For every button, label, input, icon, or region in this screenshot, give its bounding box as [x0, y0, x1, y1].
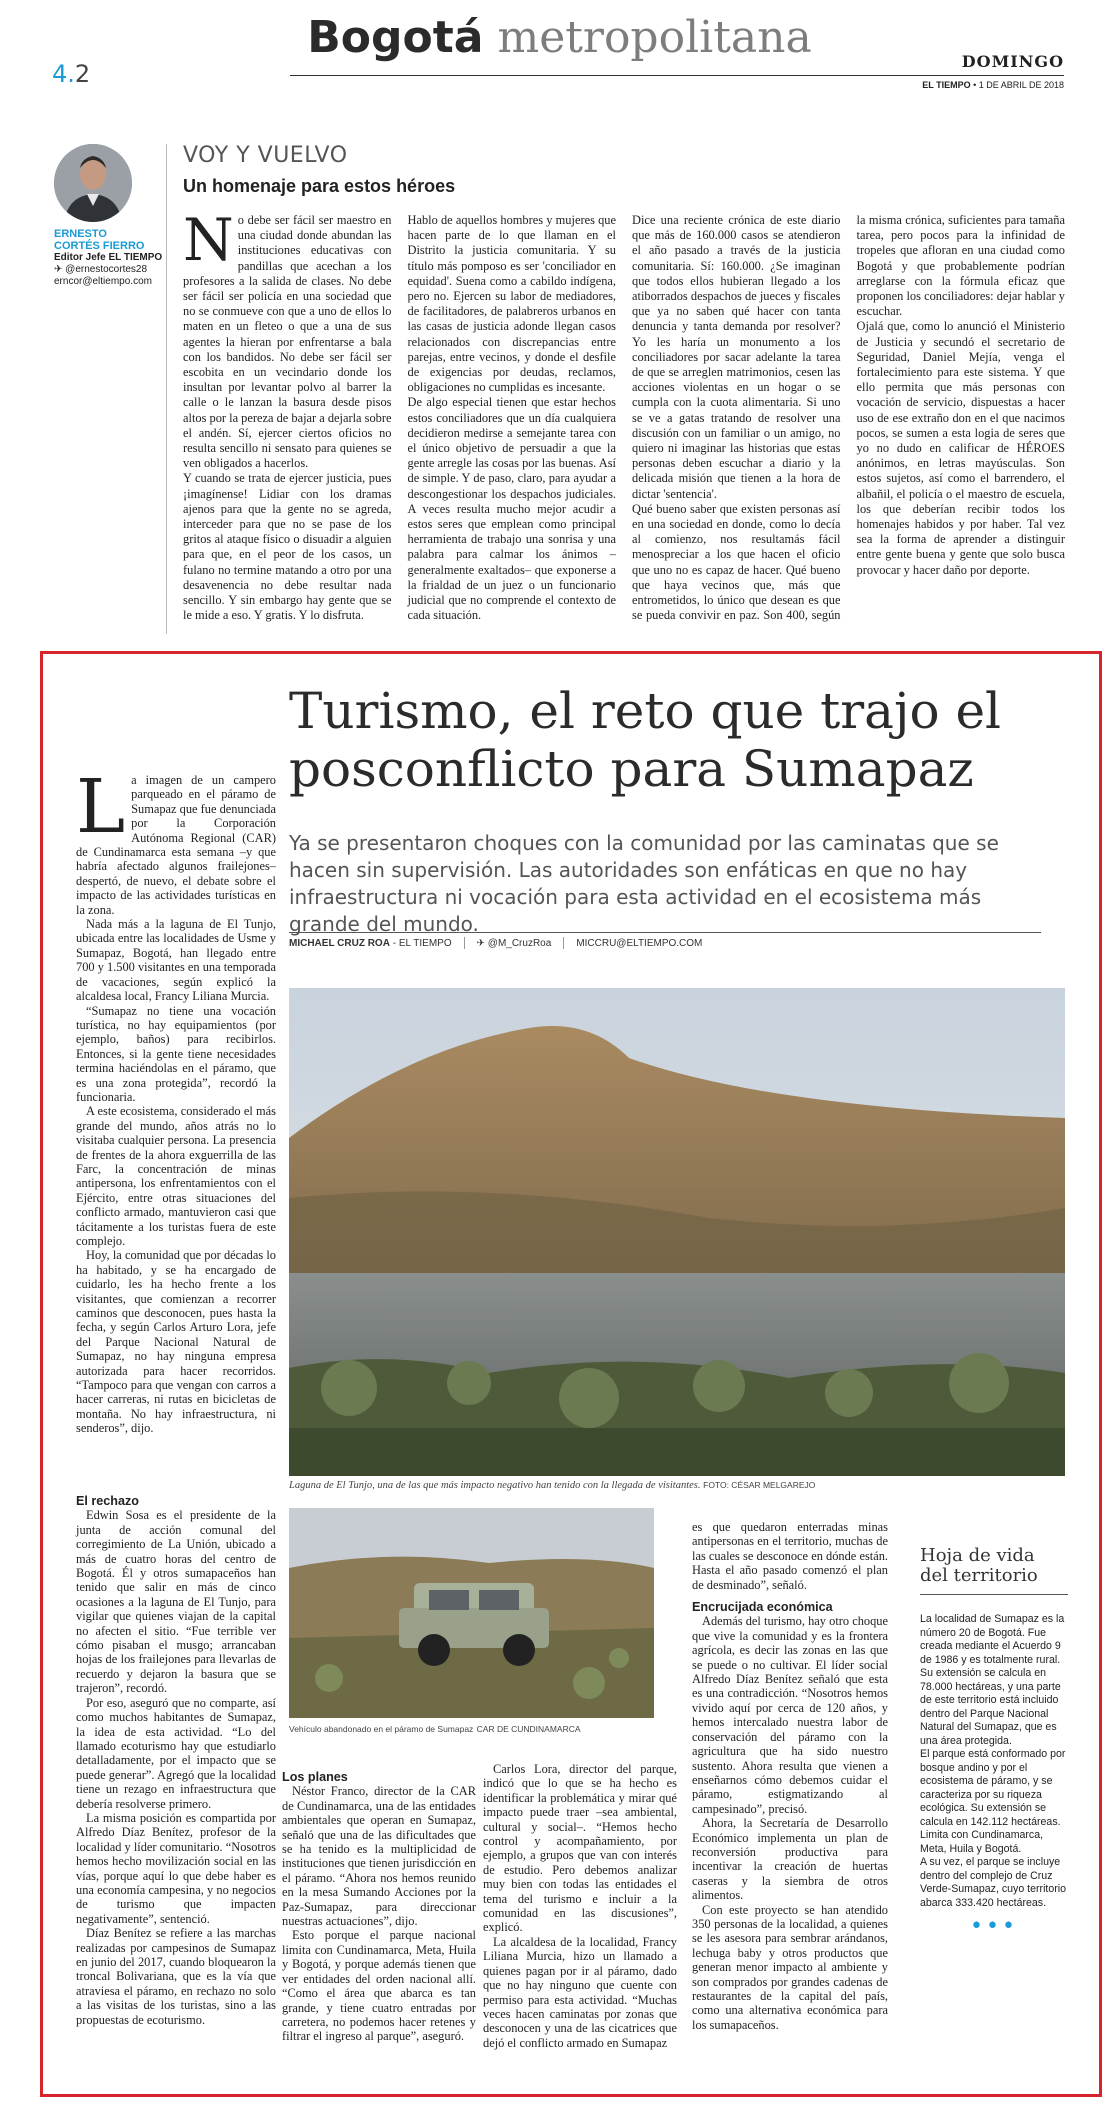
- article-paragraph-text: a imagen de un campero parqueado en el páramo de Sumapaz que fue denunciada por la Corporación Autónoma Regional (CAR) de Cundinamarca esta semana –y que habría afectado algunos frailejones– despertó, de nuevo, el debate sobre el impacto de las actividades turísticas en la zona.: [76, 773, 276, 917]
- byline-email[interactable]: MICCRU@ELTIEMPO.COM: [576, 937, 703, 949]
- column-paragraph: Qué bueno saber que existen personas así en una sociedad en donde, como lo decía al comienzo, nos resultamás fácil menospreciar a los que hacen el oficio que uno no es capaz de hacer. Qué bueno que haya vecinos que, más que entrometidos, lo único que desean es que se pueda convivir en paz. Son 400, según la misma crónica, suficientes para tamaña tarea, pero pocos para la infinidad de tropeles que afloran en una ciudad como Bogotá y que probablemente podrían arreglarse con la fórmula eficaz que proponen los conciliadores: dejar hablar y escuchar.: [632, 213, 1065, 623]
- article-deck: Ya se presentaron choques con la comunidad por las caminatas que se hacen sin supervisión. Las autoridades son enfáticas en que no hay infraestructura ni vocación para esta actividad en el ecosistema más grande del mundo.: [289, 831, 999, 936]
- sidebar-title: Hoja de vida del territorio: [920, 1545, 1038, 1586]
- article-paragraph: Díaz Benítez se refiere a las marchas realizadas por campesinos de Sumapaz en junio del 2017, cuando bloquearon la troncal Bolivariana, que es la vía que atraviesa el páramo, en rechazo no solo a las visitas de los turistas, sino a las propuestas de ecoturismo.: [76, 1926, 276, 2027]
- sidebar-end-dots: •••: [970, 1914, 1018, 1939]
- weekday: DOMINGO: [961, 52, 1064, 71]
- byline-twitter[interactable]: [477, 938, 552, 949]
- masthead: [0, 14, 1119, 62]
- author-block: [54, 228, 174, 288]
- column-paragraph: Ojalá que, como lo anunció el Ministerio de Justicia y secundó el secretario de Seguridad, Daniel Mejía, venga el fortalecimiento para este sistema. Y que ello permita que más personas con vocación de servicio, dispuestas a hacer uso de ese extraño don en el que nacimos pocos, se sumen a esta logia de seres que yo no dudo en calificar de HÉROES anónimos, en letras mayúsculas. Son estos sujetos, así como el barrendero, el albañil, el policía o el maestro de escuela, los que deberían recibir todos los homenajes habidos y por haber. Tal vez sea la forma de aprender a distinguir entre gente buena y gente que solo busca provocar y hacer daño por deporte.: [856, 319, 1065, 577]
- byline-rule: [289, 932, 1041, 933]
- sidebar-body: [920, 1613, 1068, 1910]
- photo2-credit: CAR DE CUNDINAMARCA: [476, 1724, 581, 1734]
- photo2-caption: [289, 1723, 669, 1735]
- article-paragraph: Por eso, aseguró que no comparte, así como muchos habitantes de Sumapaz, la idea de esta actividad. “Lo del llamado ecoturismo hay que estudiarlo detalladamente, por el impacto que se puede generar”. Agregó que la localidad tiene un rezago en infraestructura que debería resolverse primero.: [76, 1695, 276, 1811]
- article-paragraph: “Sumapaz no tiene una vocación turística, no hay equipamientos (por ejemplo, baños) para recibirlos. Entonces, si la gente tiene necesidades termina haciéndolas en el páramo, que es una zona protegida”, recordó la funcionaria.: [76, 1003, 276, 1104]
- column-paragraph: [183, 206, 392, 471]
- article-paragraph: Con este proyecto se han atendido 350 personas de la localidad, a quienes se les asesora para sembrar arándanos, lechuga baby y otros productos que generan menor impacto al ambiente y son comprados por grandes cadenas de restaurantes de la capital del país, como una alternativa económica para los sumapaceños.: [692, 1902, 888, 2032]
- column-paragraph: De algo especial tienen que estar hechos estos conciliadores que un día cualquiera decidieron medirse a semejante tarea con el único objetivo de persuadir a que la gente arregle las cosas por las buenas. Así de simple. Y de paso, claro, para ayudar a descongestionar los despachos judiciales. A veces resulta mucho mejor acudir a estos seres que emplean como principal herramienta de trabajo una sonrisa y una palabra para calmar los ánimos –generalmente exaltados– que exponerse a la frialdad de un juez o un funcionario judicial que no comprende el contexto de cada situación.: [407, 395, 616, 623]
- page-number: [52, 60, 90, 88]
- byline-author: MICHAEL CRUZ ROA: [289, 937, 390, 949]
- author-twitter[interactable]: [54, 264, 174, 276]
- author-role: Editor Jefe EL TIEMPO: [54, 252, 163, 263]
- photo2-caption-text: Vehículo abandonado en el páramo de Sumapaz: [289, 1724, 474, 1734]
- byline-separator: [563, 937, 564, 949]
- byline-twitter-handle: @M_CruzRoa: [487, 937, 552, 949]
- article-headline: Turismo, el reto que trajo el posconflicto para Sumapaz: [289, 682, 1002, 798]
- page-number-main: 4.: [52, 60, 75, 88]
- article-paragraph: Ahora, la Secretaría de Desarrollo Económico implementa un plan de reconversión productiva para incentivar la creación de huertas caseras y la siembra de otros alimentos.: [692, 1816, 888, 1903]
- article-paragraph: Nada más a la laguna de El Tunjo, ubicada entre las localidades de Usme y Sumapaz, Bogotá, han llegado entre 700 y 1.500 visitantes en una temporada de vacaciones, según explicó la alcaldesa local, Francy Liliana Murcia.: [76, 917, 276, 1004]
- sidebar-rule: [920, 1594, 1068, 1605]
- article-paragraph: Hoy, la comunidad que por décadas lo ha habitado, y se ha encargado de cuidarlo, les ha hecho frente a los visitantes, que comienzan a recorrer caminos que desconocen, pues hasta la fecha, y según Carlos Arturo Lora, jefe del Parque Nacional Natural de Sumapaz, no hay ninguna empresa autorizada para hacer recorridos. “Tampoco para que vengan con carros a hacer carreras, ni rutas en bicicletas de montaña. No hay infraestructura, ni senderos”, dijo.: [76, 1248, 276, 1436]
- author-twitter-handle: @ernestocortes28: [65, 264, 148, 275]
- column-paragraph: Hablo de aquellos hombres y mujeres que hacen parte de lo que llaman en el Distrito la justicia comunitaria. Y su título más pomposo es ser 'conciliador en equidad'. Suena como a cabildo indígena, pero no. Ejercen su labor de mediadores, de facilitadores, de palabreros urbanos en las casas de justicia adonde llegan casos relacionados con discrepancias entre parejas, entre vecinos, y donde el desfile de exigencias por deudas, reclamos, obligaciones no cumplidas es incesante.: [407, 213, 616, 395]
- column-divider: [166, 144, 167, 634]
- column-title: Un homenaje para estos héroes: [183, 176, 456, 196]
- article-column-4: [692, 1520, 888, 2090]
- article-dropcap: L: [76, 764, 126, 850]
- author-email[interactable]: erncor@eltiempo.com: [54, 276, 152, 287]
- author-name-2: CORTÉS FIERRO: [54, 240, 145, 252]
- article-paragraph: es que quedaron enterradas minas antipersonas en el territorio, muchas de las cuales se desconoce en dónde están. Hasta el año pasado comenzó el plan de desminado”, señaló.: [692, 1520, 888, 1592]
- sidebar-box: [920, 1546, 1068, 1939]
- article-column-1: [76, 764, 276, 1483]
- dateline: EL TIEMPO • 1 DE ABRIL DE 2018: [922, 80, 1064, 90]
- article-paragraph: [76, 764, 276, 917]
- column-dropcap: N: [183, 206, 234, 274]
- article-paragraph: Carlos Lora, director del parque, indicó que lo que se ha hecho es identificar la problemática y mirar qué impacto puede traer –sea ambiental, cultural y social–. “Hemos hecho control y acompañamiento, por ejemplo, a grupos que van con interés de estudio. Pero debemos analizar muy bien con todas las entidades el tema del turismo e incluir a la comunidad en las discusiones”, explicó.: [483, 1762, 677, 1935]
- header-rule: [290, 75, 1064, 76]
- subhead-rechazo: El rechazo: [76, 1494, 139, 1508]
- twitter-icon: ✈: [476, 937, 486, 949]
- subhead-encrucijada: Encrucijada económica: [692, 1600, 833, 1615]
- photo-caption: [289, 1480, 1065, 1491]
- article-column-1b: [76, 1486, 276, 2086]
- article-paragraph: Esto porque el parque nacional limita con Cundinamarca, Meta, Huila y Bogotá, y porque además tienen que ver entidades del orden nacional allí. “Como el área que abarca es tan grande, y tiene cuatro entradas por carretera, no podemos hacer retenes y filtrar el ingreso al parque”, aseguró.: [282, 1928, 476, 2044]
- column-body: [183, 206, 1065, 638]
- byline-separator: [464, 937, 465, 949]
- twitter-icon: ✈: [54, 264, 63, 275]
- article-paragraph: A este ecosistema, considerado el más grande del mundo, años atrás no lo visitaba cualquier persona. La presencia de frentes de la ahora exguerrilla de las Farc, la concentración de minas antipersona, los enfrentamientos con el Ejército, entre otras situaciones del conflicto armado, mantuvieron casi que tácitamente a los turistas fuera de este complejo.: [76, 1104, 276, 1248]
- photo-credit: FOTO: CÉSAR MELGAREJO: [703, 1480, 816, 1490]
- sidebar-paragraph: La localidad de Sumapaz es la número 20 de Bogotá. Fue creada mediante el Acuerdo 9 de 1986 y es totalmente rural. Su extensión se calcula en 78.000 hectáreas, y una parte de este territorio está incluido dentro del Parque Nacional Natural del Sumapaz, que es una área protegida.: [920, 1613, 1065, 1747]
- photo-caption-text: Laguna de El Tunjo, una de las que más impacto negativo han tenido con la llegada de visitantes.: [289, 1480, 701, 1491]
- lagoon-photo: [289, 988, 1065, 1476]
- sidebar-paragraph: El parque está conformado por bosque andino y por el ecosistema de páramo, y se caracteriza por su riqueza ecológica. Su extensión se calcula en 142.112 hectáreas. Limita con Cundinamarca, Meta, Huila y Bogotá.: [920, 1748, 1066, 1855]
- article-column-3: [483, 1762, 677, 2087]
- dateline-publisher: EL TIEMPO: [922, 80, 971, 90]
- article-column-2: [282, 1762, 476, 2087]
- dateline-date: 1 DE ABRIL DE 2018: [978, 80, 1064, 90]
- article-paragraph: La alcaldesa de la localidad, Francy Liliana Murcia, hizo un llamado a quienes pagan por ir al páramo, dado que no hay ninguno que cuente con permiso para esta actividad. “Muchas veces hacen caminatas por zonas que desconocen y una de las cicatrices que dejó el conflicto armado en Sumapaz: [483, 1934, 677, 2050]
- column-paragraph-text: o debe ser fácil ser maestro en una ciudad donde abundan las instituciones educativas con pandillas que acechan a los profesores a la salida de clases. No debe ser fácil ser policía en una sociedad que no se conmueve con que a uno de ellos lo maten en un fleteo o que a una de sus agentes la hieran por enfrentarse a bala con los bandidos. No debe ser fácil ser escobita en un vecindario donde los insultan por levantar polvo al barrer la calle o le lanzan la basura desde pisos altos por la pereza de bajar a dejarla sobre el andén. Sí, ejercer ciertos oficios no resulta sencillo ni sensato para quienes se ven obligados a hacerlos.: [183, 213, 392, 471]
- column-paragraph: Y cuando se trata de ejercer justicia, pues ¡imagínense! Lidiar con los dramas ajenos para que la gente no se agreda, interceder para que no se pase de los gritos al ataque físico o disuadir a alguien para que, en el peor de los casos, un fulano no termine matando a otro por una desavenencia no debe resultar nada sencillo. Y sin embargo hay gente que se le mide a eso. Y gratis. Y lo disfruta.: [183, 471, 392, 623]
- author-name-1: ERNESTO: [54, 228, 107, 240]
- subhead-planes: Los planes: [282, 1770, 348, 1784]
- author-photo: [54, 144, 132, 222]
- article-paragraph: Además del turismo, hay otro choque que vive la comunidad y es la frontera agrícola, es decir las zonas en las que se puede o no cultivar. El líder social Alfredo Díaz Benítez señaló que esta es una contradicción. “Nosotros hemos vivido aquí por cerca de 120 años, y hemos intercalado nuestra labor de conservación del páramo con la agricultura que ha sido nuestro sustento. Ahora resulta que vienen a enseñarnos cómo debemos cuidar el páramo, estigmatizando al campesinado”, precisó.: [692, 1614, 888, 1816]
- byline: [289, 937, 1041, 949]
- column-paragraph: Dice una reciente crónica de este diario que más de 160.000 casos se atendieron el año pasado a través de la justicia comunitaria. Sí: 160.000. ¿Se imaginan que todos ellos hubieran llegado a los atiborrados despachos de jueces y fiscales que ya no saben qué hacer con tanta denuncia y tanta demanda por resolver? Yo les haría un monumento a los conciliadores por sacar adelante la tarea de que se arreglen matrimonios, cesen las acciones violentas en un hogar o se cumpla con la cuota alimentaria. Si uno se ve a gatas tratando de resolver una discusión con un familiar o un amigo, no quiero ni imaginar las historias que estas personas deben escuchar a diario y la delicada misión que tienen a la hora de dictar 'sentencia'.: [632, 213, 841, 501]
- article-paragraph: La misma posición es compartida por Alfredo Díaz Benítez, profesor de la localidad y líder comunitario. “Nosotros hemos hecho movilización social en las vías, porque aquí lo que debe haber es una economía campesina, y no negocios de turismo que impacten negativamente”, sentenció.: [76, 1810, 276, 1926]
- column-kicker: VOY Y VUELVO: [183, 143, 348, 168]
- byline-publisher: - EL TIEMPO: [392, 937, 452, 949]
- article-paragraph: Néstor Franco, director de la CAR de Cundinamarca, una de las entidades ambientales que operan en Sumapaz, señaló que una de las dificultades que se ha tenido es la multiplicidad de instituciones que tienen jurisdicción en el páramo. “Ahora nos hemos reunido en la mesa Sumando Acciones por la Paz-Sumapaz, para direccionar nuestras actuaciones”, dijo.: [282, 1784, 476, 1929]
- jeep-photo: [289, 1508, 654, 1718]
- page-number-sub: 2: [74, 60, 91, 88]
- masthead-brand: Bogotá: [307, 12, 484, 63]
- masthead-section: metropolitana: [497, 12, 812, 63]
- sidebar-paragraph: A su vez, el parque se incluye dentro del complejo de Cruz Verde-Sumapaz, cuyo territorio abarca 333.420 hectáreas.: [920, 1856, 1067, 1909]
- article-paragraph: Edwin Sosa es el presidente de la junta de acción comunal del corregimiento de La Unión, ubicado a más de cuatro horas del centro de Bogotá. Él y otros sumapaceños han tenido que salir en más de cinco ocasiones a la laguna de El Tunjo, para vigilar que quienes viajan de la capital no afecten el sitio. “Fue terrible ver cómo pisaban el musgo; arrancaban hojas de los frailejones para llevarlas de recuerdo y dejaron la basura que se trajeron”, recordó.: [76, 1508, 276, 1696]
